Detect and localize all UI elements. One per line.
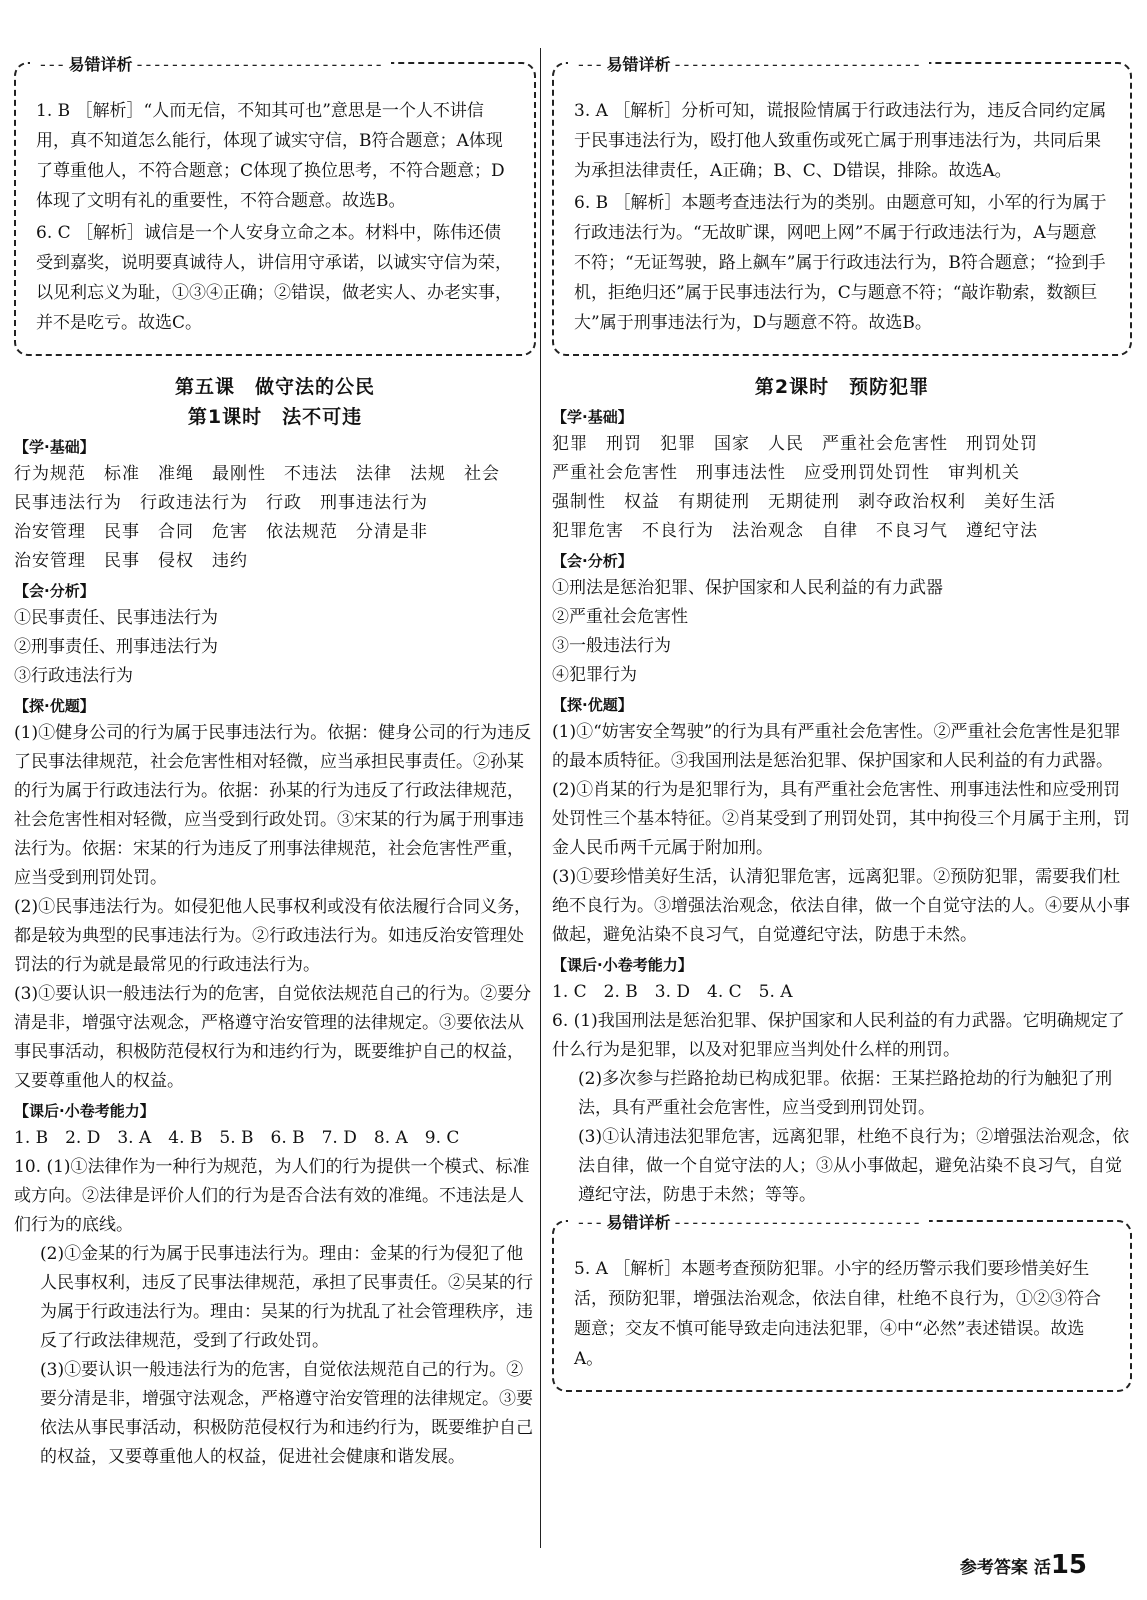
- analysis-line: ②刑事责任、刑事违法行为: [14, 637, 218, 657]
- analysis-line: ④犯罪行为: [552, 665, 637, 685]
- basic-line: 强制性 权益 有期徒刑 无期徒刑 剥夺政治权利 美好生活: [552, 492, 1056, 512]
- basic-line: 治安管理 民事 侵权 违约: [14, 551, 248, 571]
- analysis-line: ③行政违法行为: [14, 666, 133, 686]
- section-explore: 【探·优题】: [552, 696, 633, 714]
- period-title: 第2课时 预防犯罪: [754, 376, 930, 398]
- analysis-line: ①民事责任、民事违法行为: [14, 608, 218, 628]
- lesson-title: 第五课 做守法的公民: [174, 376, 375, 398]
- analysis-line: ③一般违法行为: [552, 636, 671, 656]
- footer-section: 活: [1033, 1558, 1051, 1578]
- basic-line: 民事违法行为 行政违法行为 行政 刑事违法行为: [14, 493, 428, 513]
- explore-line: (2)①肖某的行为是犯罪行为，具有严重社会危害性、刑事违法性和应受刑罚处罚性三个基本特征。②肖某受到了刑罚处罚，其中拘役三个月属于主刑，罚金人民币两千元属于附加刑。: [552, 780, 1130, 858]
- analysis-line: ②严重社会危害性: [552, 607, 688, 627]
- box-item: 3. A ［解析］分析可知，谎报险情属于行政违法行为，违反合同约定属于民事违法行为，殴打他人致重伤或死亡属于刑事违法行为，共同后果为承担法律责任，A正确；B、C、D错误，排除。故选A。: [574, 101, 1107, 181]
- section-explore: 【探·优题】: [14, 697, 95, 715]
- error-analysis-box-left: [14, 55, 536, 356]
- basic-line: 犯罪 刑罚 犯罪 国家 人民 严重社会危害性 刑罚处罚: [552, 434, 1038, 454]
- error-analysis-box-right: [552, 55, 1132, 356]
- left-column: [14, 52, 536, 1472]
- basic-line: 犯罪危害 不良行为 法治观念 自律 不良习气 遵纪守法: [552, 521, 1038, 541]
- explore-line: (1)①健身公司的行为属于民事违法行为。依据：健身公司的行为违反了民事法律规范，社会危害性相对轻微，应当承担民事责任。②孙某的行为属于行政违法行为。依据：孙某的行为违反了行政法律规范，社会危害性相对轻微，应当受到行政处罚。③宋某的行为属于刑事违法行为。依据：宋某的行为违反了刑事法律规范，社会危害性严重，应当受到刑罚处罚。: [14, 723, 532, 888]
- section-analysis: 【会·分析】: [552, 552, 633, 570]
- basic-line: 治安管理 民事 合同 危害 依法规范 分清是非: [14, 522, 428, 542]
- period-title: 第1课时 法不可违: [187, 406, 363, 428]
- box-item: 1. B ［解析］“人而无信，不知其可也”意思是一个人不讲信用，真不知道怎么能行，体现了诚实守信，B符合题意；A体现了尊重他人，不符合题意；C体现了换位思考，不符合题意；D体现了文明有礼的重要性，不符合题意。故选B。: [36, 101, 505, 211]
- page-footer: [960, 1550, 1087, 1580]
- right-column: [552, 52, 1132, 1408]
- box-item: 5. A ［解析］本题考查预防犯罪。小宇的经历警示我们要珍惜美好生活，预防犯罪，增强法治观念，依法自律，杜绝不良行为，①②③符合题意；交友不慎可能导致走向违法犯罪，④中“必然”表述错误。故选A。: [574, 1259, 1101, 1369]
- answer-key: 1. B 2. D 3. A 4. B 5. B 6. B 7. D 8. A 9. C: [14, 1128, 460, 1148]
- section-after-class: 【课后·小卷考能力】: [552, 956, 693, 974]
- basic-line: 行为规范 标准 准绳 最刚性 不违法 法律 法规 社会: [14, 464, 500, 484]
- q10-line: (3)①要认识一般违法行为的危害，自觉依法规范自己的行为。②要分清是非，增强守法观念，严格遵守治安管理的法律规定。③要依法从事民事活动，积极防范侵权行为和违约行为，既要维护自己的权益，又要尊重他人的权益，促进社会健康和谐发展。: [40, 1360, 533, 1467]
- explore-line: (3)①要珍惜美好生活，认清犯罪危害，远离犯罪。②预防犯罪，需要我们杜绝不良行为。③增强法治观念，依法自律，做一个自觉守法的人。④要从小事做起，避免沾染不良习气，自觉遵纪守法，防患于未然。: [552, 867, 1130, 945]
- section-basic: 【学·基础】: [14, 438, 95, 456]
- q6-line: 6. (1)我国刑法是惩治犯罪、保护国家和人民利益的有力武器。它明确规定了什么行为是犯罪，以及对犯罪应当判处什么样的刑罚。: [552, 1011, 1125, 1060]
- q10-line: 10. (1)①法律作为一种行为规范，为人们的行为提供一个模式、标准或方向。②法律是评价人们的行为是否合法有效的准绳。不违法是人们行为的底线。: [14, 1157, 530, 1235]
- section-analysis: 【会·分析】: [14, 582, 95, 600]
- q6-line: (2)多次参与拦路抢劫已构成犯罪。依据：王某拦路抢劫的行为触犯了刑法，具有严重社会危害性，应当受到刑罚处罚。: [578, 1069, 1113, 1118]
- box-title: - - - 易错详析 - - -: [568, 1210, 929, 1233]
- footer-label: 参考答案: [959, 1558, 1028, 1578]
- column-divider: [540, 48, 541, 1548]
- explore-line: (2)①民事违法行为。如侵犯他人民事权利或没有依法履行合同义务，都是较为典型的民事违法行为。②行政违法行为。如违反治安管理处罚法的行为就是最常见的行政违法行为。: [14, 897, 532, 975]
- answer-key: 1. C 2. B 3. D 4. C 5. A: [552, 982, 793, 1002]
- box-item: 6. C ［解析］诚信是一个人安身立命之本。材料中，陈伟还债受到嘉奖，说明要真诚待人，讲信用守承诺，以诚实守信为荣，以见利忘义为耻，①③④正确；②错误，做老实人、办老实事，并不是吃亏。故选C。: [36, 223, 512, 333]
- section-basic: 【学·基础】: [552, 408, 633, 426]
- analysis-line: ①刑法是惩治犯罪、保护国家和人民利益的有力武器: [552, 578, 943, 598]
- box-title: - - - 易错详析 - - -: [568, 52, 929, 75]
- box-title: - - - 易错详析 - - -: [30, 52, 391, 75]
- error-analysis-box-bottom: [552, 1213, 1132, 1392]
- explore-line: (1)①“妨害安全驾驶”的行为具有严重社会危害性。②严重社会危害性是犯罪的最本质特征。③我国刑法是惩治犯罪、保护国家和人民利益的有力武器。: [552, 722, 1121, 771]
- q6-line: (3)①认清违法犯罪危害，远离犯罪，杜绝不良行为；②增强法治观念，依法自律，做一个自觉守法的人；③从小事做起，避免沾染不良习气，自觉遵纪守法，防患于未然；等等。: [578, 1127, 1130, 1205]
- q10-line: (2)①金某的行为属于民事违法行为。理由：金某的行为侵犯了他人民事权利，违反了民事法律规范，承担了民事责任。②吴某的行为属于行政违法行为。理由：吴某的行为扰乱了社会管理秩序，违反了行政法律规范，受到了行政处罚。: [40, 1244, 533, 1351]
- explore-line: (3)①要认识一般违法行为的危害，自觉依法规范自己的行为。②要分清是非，增强守法观念，严格遵守治安管理的法律规定。③要依法从事民事活动，积极防范侵权行为和违约行为，既要维护自己的权益，又要尊重他人的权益。: [14, 984, 532, 1091]
- section-after-class: 【课后·小卷考能力】: [14, 1102, 155, 1120]
- basic-line: 严重社会危害性 刑事违法性 应受刑罚处罚性 审判机关: [552, 463, 1020, 483]
- box-item: 6. B ［解析］本题考查违法行为的类别。由题意可知，小军的行为属于行政违法行为。“无故旷课，网吧上网”不属于行政违法行为，A与题意不符；“无证驾驶，路上飙车”属于行政违法行为，B符合题意；“捡到手机，拒绝归还”属于民事违法行为，C与题意不符；“敲诈勒索，数额巨大”属于刑事违法行为，D与题意不符。故选B。: [574, 193, 1107, 333]
- page-number: 15: [1050, 1550, 1087, 1580]
